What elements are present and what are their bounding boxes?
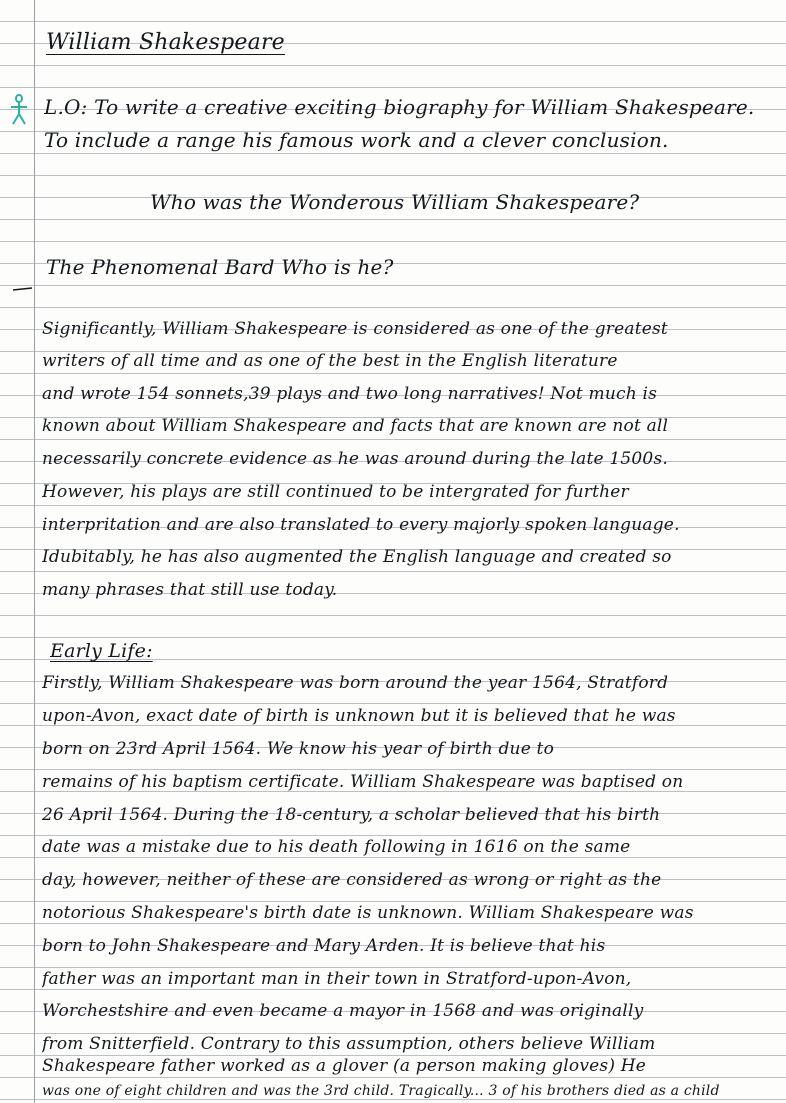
paragraph-line: upon-Avon, exact date of birth is unknown but it is believed that he was [42,706,676,726]
paragraph-line: interpritation and are also translated to every majorly spoken language. [42,515,680,535]
paragraph-line: notorious Shakespeare's birth date is unknown. William Shakespeare was [42,903,694,923]
paragraph-line: Worchestshire and even became a mayor in 1568 and was originally [42,1001,644,1021]
paragraph-line: day, however, neither of these are considered as wrong or right as the [42,870,662,890]
paragraph-line: 26 April 1564. During the 18-century, a scholar believed that his birth [42,805,661,825]
essay-question: Who was the Wonderous William Shakespeare? [150,190,640,214]
page-title: William Shakespeare [46,30,285,55]
margin-line [34,0,35,1103]
paragraph-line: from Snitterfield. Contrary to this assumption, others believe William [42,1034,656,1054]
section-heading-early-life: Early Life: [50,640,153,662]
paragraph-line: father was an important man in their town in Stratford-upon-Avon, [42,969,632,989]
paragraph-line: and wrote 154 sonnets,39 plays and two long narratives! Not much is [42,384,658,404]
paragraph-line: However, his plays are still continued to be intergrated for further [42,482,629,502]
paragraph-line: Significantly, William Shakespeare is considered as one of the greatest [42,319,668,339]
paragraph-line: remains of his baptism certificate. William Shakespeare was baptised on [42,772,684,792]
teacher-mark-icon [6,92,32,126]
section-heading-bard: The Phenomenal Bard Who is he? [46,255,394,279]
paragraph-line: Firstly, William Shakespeare was born around the year 1564, Stratford [42,673,669,693]
paragraph-line: was one of eight children and was the 3rd child. Tragically... 3 of his brothers died as a child [42,1083,720,1099]
paragraph-line: many phrases that still use today. [42,580,338,600]
learning-objective-line-1: L.O: To write a creative exciting biography for William Shakespeare. [44,95,755,119]
paragraph-line: Idubitably, he has also augmented the English language and created so [42,547,672,567]
learning-objective-line-2: To include a range his famous work and a clever conclusion. [44,128,669,152]
margin-dash-icon [12,286,34,292]
paragraph-line: born on 23rd April 1564. We know his year of birth due to [42,739,555,759]
paragraph-line: born to John Shakespeare and Mary Arden. It is believe that his [42,936,606,956]
paragraph-line: necessarily concrete evidence as he was around during the late 1500s. [42,449,668,469]
paragraph-line: date was a mistake due to his death following in 1616 on the same [42,837,631,857]
paragraph-line: Shakespeare father worked as a glover (a person making gloves) He [42,1056,647,1076]
paragraph-line: writers of all time and as one of the best in the English literature [42,351,618,371]
paragraph-line: known about William Shakespeare and facts that are known are not all [42,416,669,436]
